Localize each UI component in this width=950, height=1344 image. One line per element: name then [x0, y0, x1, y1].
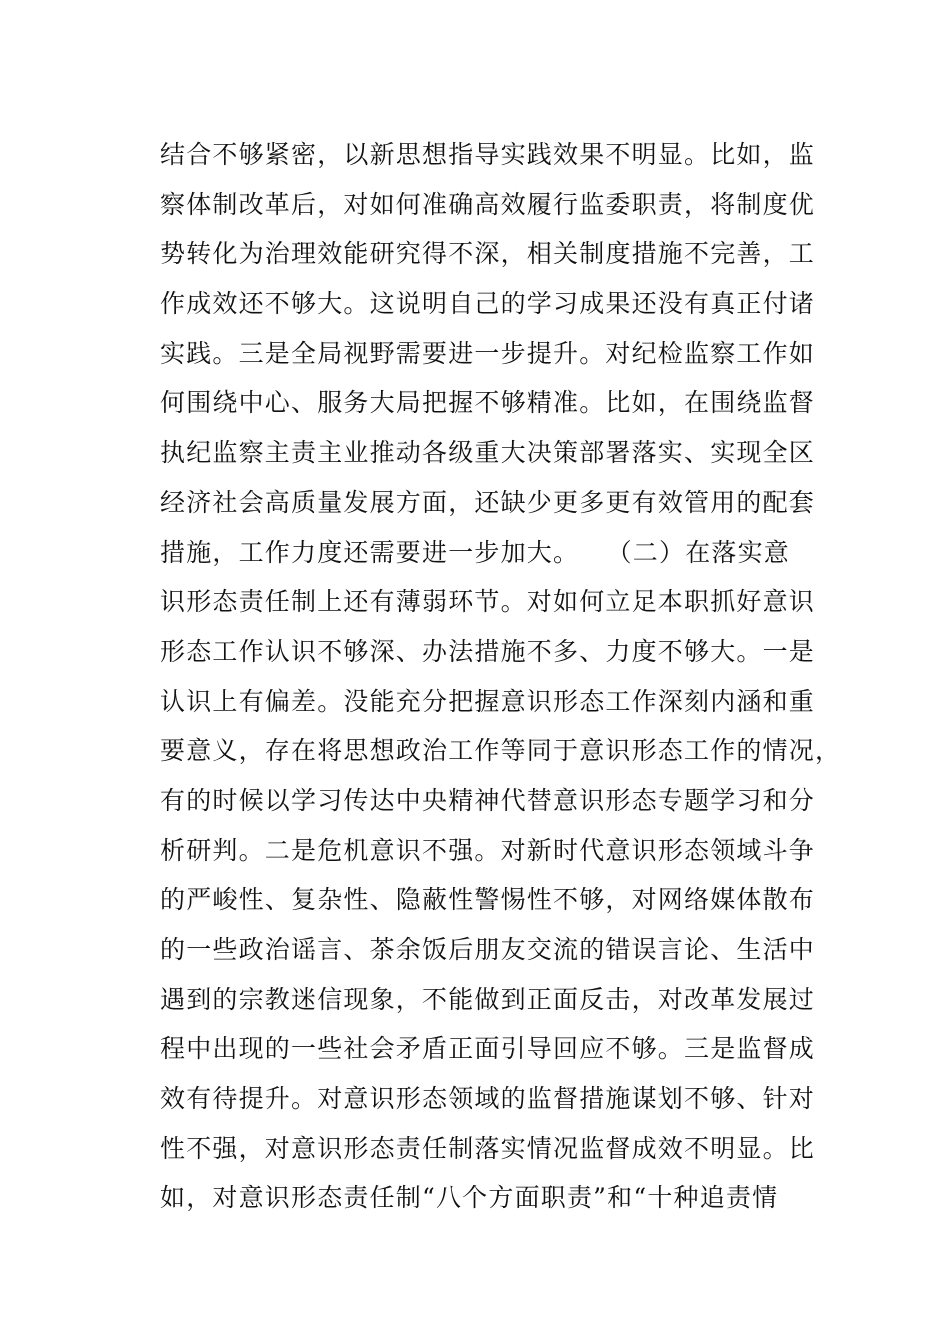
text-line: 有的时候以学习传达中央精神代替意识形态专题学习和分 — [160, 785, 816, 815]
text-line: 析研判。二是危机意识不强。对新时代意识形态领域斗争 — [160, 835, 816, 865]
text-line: 程中出现的一些社会矛盾正面引导回应不够。三是监督成 — [160, 1034, 816, 1064]
text-line: 的一些政治谣言、茶余饭后朋友交流的错误言论、生活中 — [160, 935, 816, 964]
text-line: 经济社会高质量发展方面，还缺少更多更有效管用的配套 — [160, 487, 816, 517]
text-line: 执纪监察主责主业推动各级重大决策部署落实、实现全区 — [160, 438, 816, 468]
text-line: 实践。三是全局视野需要进一步提升。对纪检监察工作如 — [160, 338, 816, 368]
text-line: 识形态责任制上还有薄弱环节。对如何立足本职抓好意识 — [160, 587, 816, 617]
text-line: 遇到的宗教迷信现象，不能做到正面反击，对改革发展过 — [160, 984, 816, 1014]
text-line: 作成效还不够大。这说明自己的学习成果还没有真正付诸 — [160, 289, 816, 319]
text-line: 形态工作认识不够深、办法措施不多、力度不够大。一是 — [160, 636, 816, 666]
text-line: 效有待提升。对意识形态领域的监督措施谋划不够、针对 — [160, 1084, 816, 1114]
text-line: 措施，工作力度还需要进一步加大。 （二）在落实意 — [160, 537, 791, 567]
text-line: 认识上有偏差。没能充分把握意识形态工作深刻内涵和重 — [160, 686, 816, 716]
text-line: 势转化为治理效能研究得不深，相关制度措施不完善，工 — [160, 239, 816, 269]
text-line: 何围绕中心、服务大局把握不够精准。比如，在围绕监督 — [160, 388, 816, 418]
text-line: 的严峻性、复杂性、隐蔽性警惕性不够，对网络媒体散布 — [160, 885, 816, 915]
text-line: 要意义，存在将思想政治工作等同于意识形态工作的情况， — [160, 736, 842, 766]
text-line: 性不强，对意识形态责任制落实情况监督成效不明显。比 — [160, 1133, 816, 1163]
text-line: 结合不够紧密，以新思想指导实践效果不明显。比如，监 — [160, 140, 816, 169]
text-line: 察体制改革后，对如何准确高效履行监委职责，将制度优 — [160, 189, 816, 219]
body-text — [160, 130, 842, 1223]
text-line: 如，对意识形态责任制“八个方面职责”和“十种追责情 — [160, 1183, 779, 1213]
